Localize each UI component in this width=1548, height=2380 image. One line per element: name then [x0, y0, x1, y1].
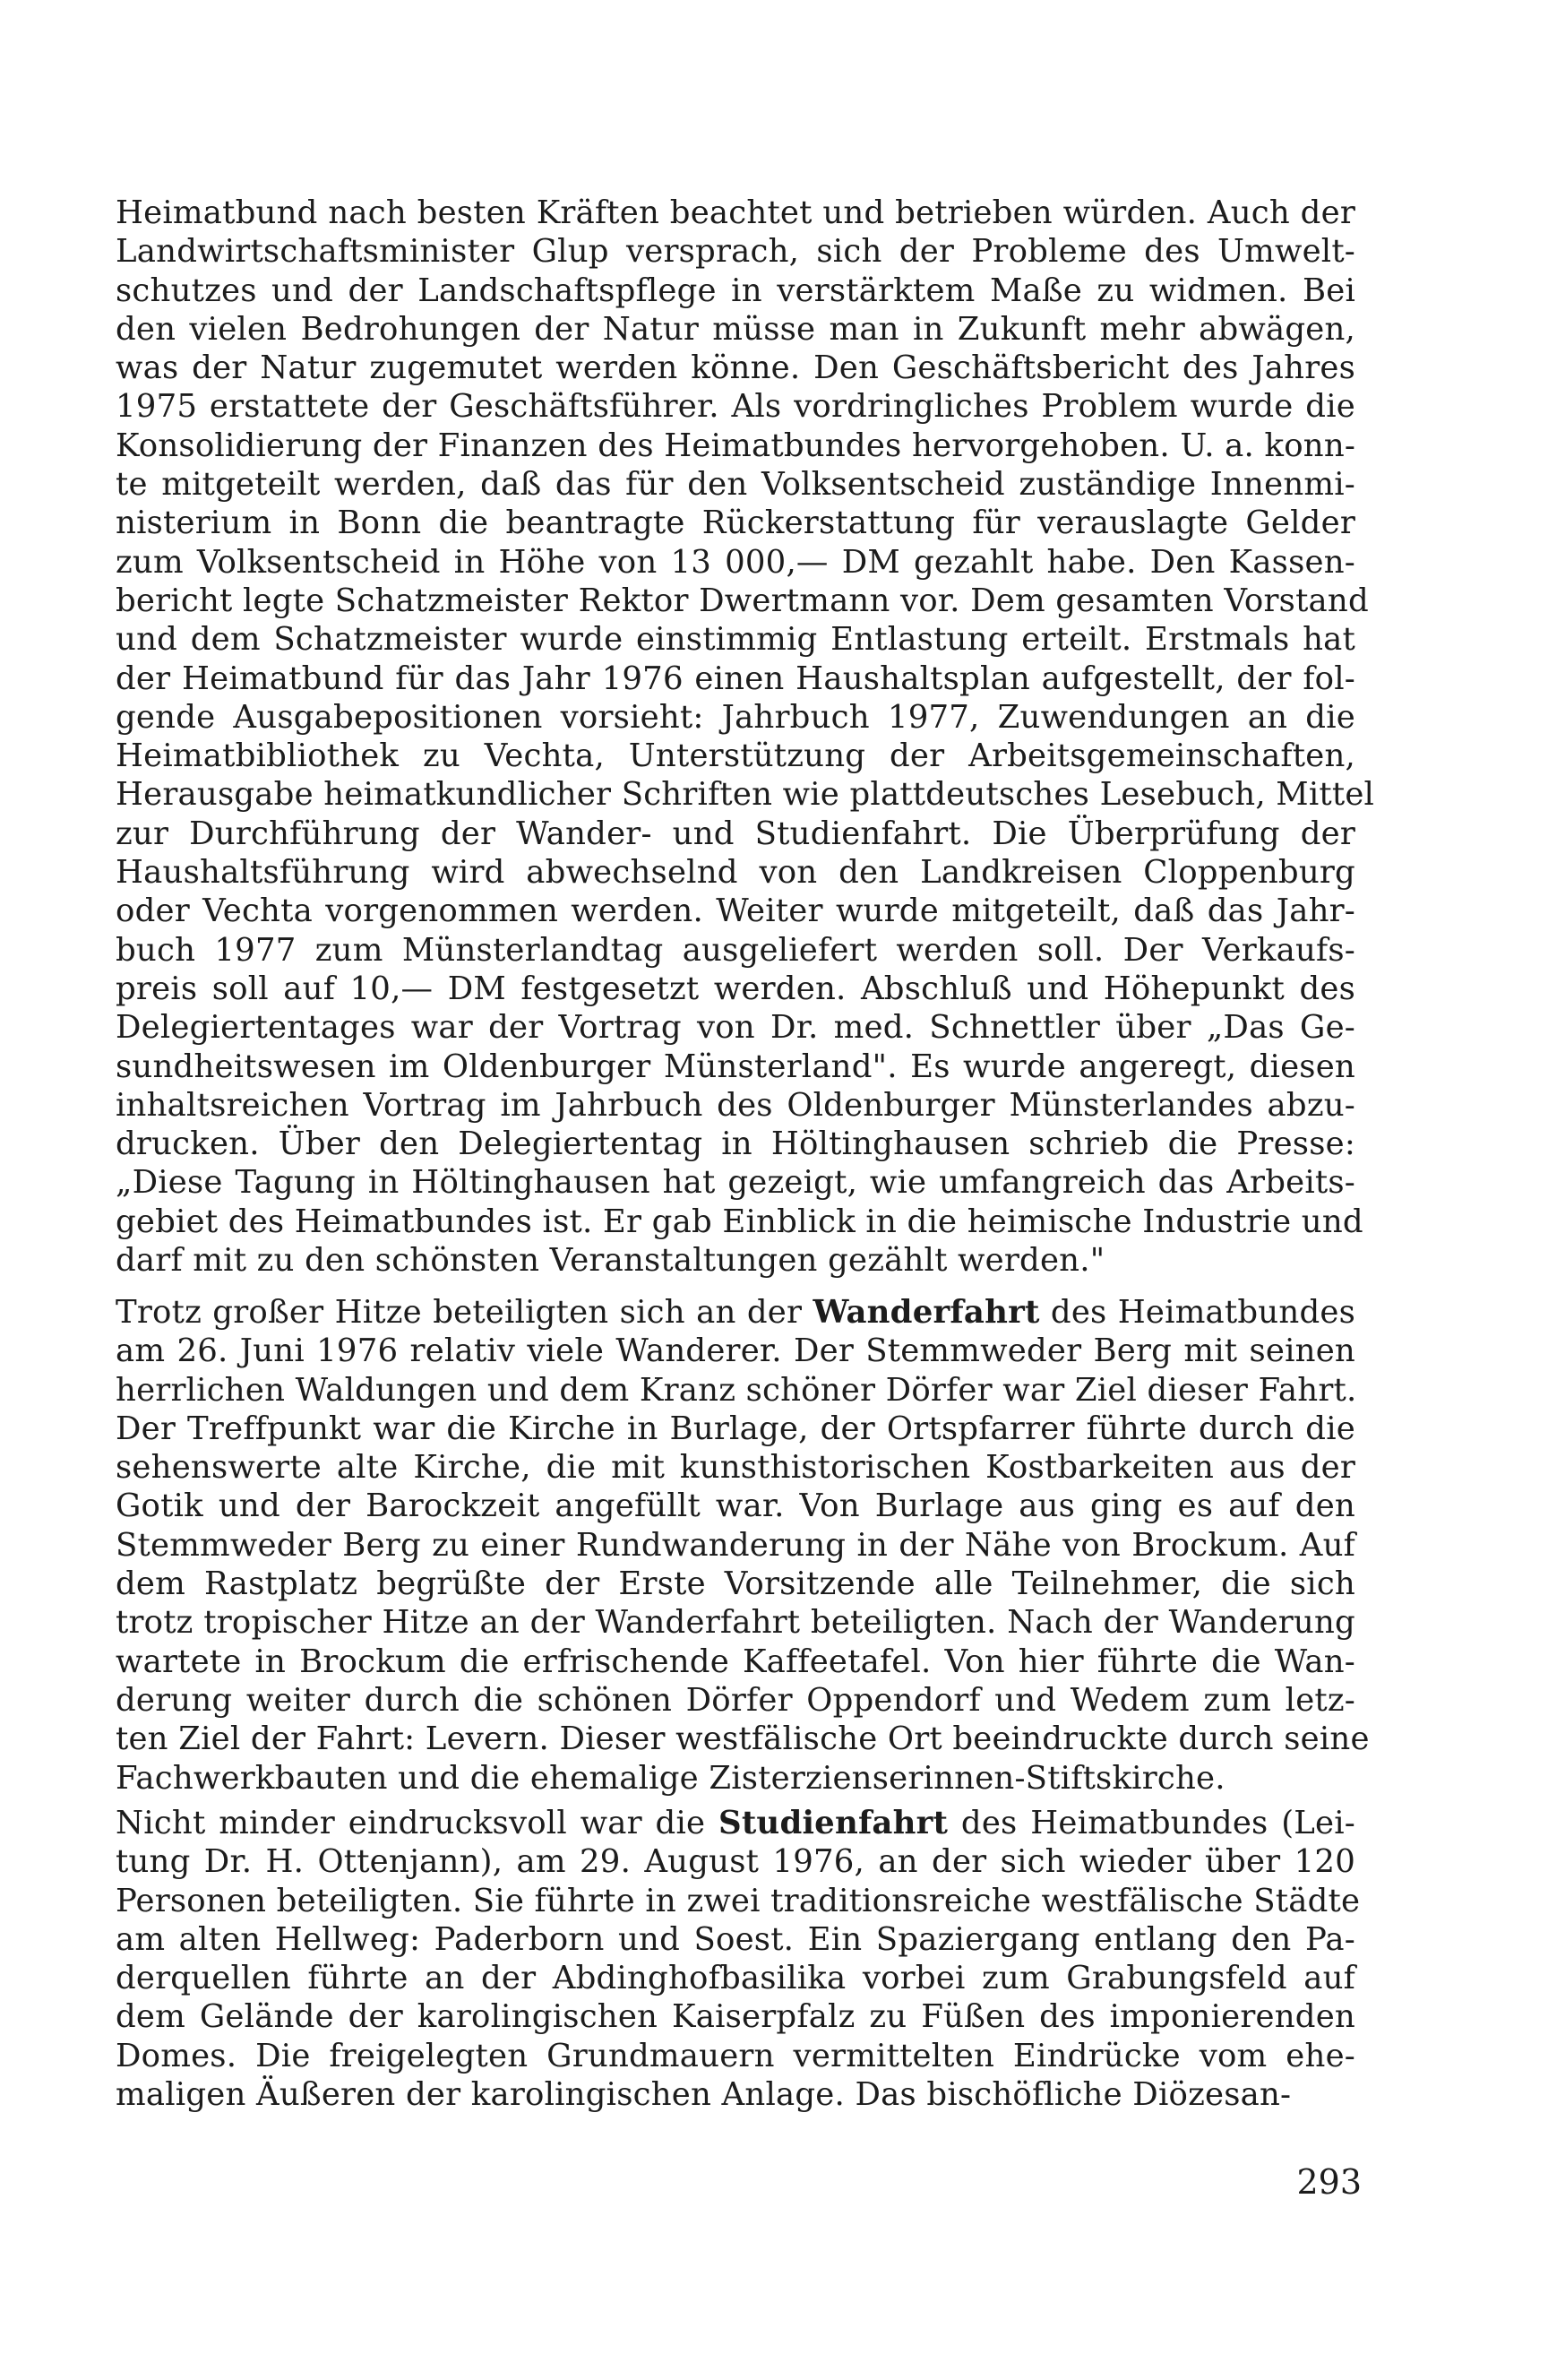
text-segment: derquellen führte an der Abdinghofbasilika vorbei zum Grabungsfeld auf: [116, 1960, 1355, 1997]
text-segment: Nicht minder eindrucksvoll war die: [116, 1805, 718, 1841]
text-line: [116, 504, 1355, 542]
page-number: 293: [1296, 2162, 1362, 2202]
text-segment: Der Treffpunkt war die Kirche in Burlage, der Ortspfarrer führte durch die: [116, 1410, 1355, 1447]
text-line: [116, 1410, 1355, 1448]
text-line: [116, 1487, 1355, 1525]
text-segment: Heimatbibliothek zu Vechta, Unterstützung der Arbeitsgemeinschaften,: [116, 737, 1355, 775]
text-segment: te mitgeteilt werden, daß das für den Volksentscheid zuständige Innenmi-: [116, 466, 1355, 504]
text-line: [116, 1643, 1355, 1681]
text-line: [116, 970, 1355, 1008]
text-segment: und dem Schatzmeister wurde einstimmig Entlastung erteilt. Erstmals hat: [116, 621, 1355, 659]
text-segment: schutzes und der Landschaftspflege in verstärktem Maße zu widmen. Bei: [116, 272, 1355, 309]
text-line: [116, 272, 1355, 310]
text-segment: Trotz großer Hitze beteiligten sich an der: [116, 1294, 813, 1331]
paragraph-delegiertentag: [116, 194, 1375, 1280]
bold-term: Studienfahrt: [718, 1805, 949, 1841]
text-line: [116, 1241, 1355, 1280]
text-segment: derung weiter durch die schönen Dörfer Oppendorf und Wedem zum letz-: [116, 1681, 1355, 1719]
text-segment: bericht legte Schatzmeister Rektor Dwertmann vor. Dem gesamten Vorstand: [116, 582, 1369, 619]
text-line: [116, 310, 1355, 349]
text-line: [116, 1959, 1355, 1997]
text-segment: am alten Hellweg: Paderborn und Soest. Ein Spaziergang entlang den Pa-: [116, 1920, 1355, 1958]
text-line: [116, 1882, 1361, 1920]
text-segment: wartete in Brockum die erfrischende Kaffeetafel. Von hier führte die Wan-: [116, 1643, 1355, 1680]
text-segment: gende Ausgabepositionen vorsieht: Jahrbuch 1977, Zuwendungen an die: [116, 698, 1355, 736]
text-line: [116, 543, 1355, 582]
text-segment: dem Gelände der karolingischen Kaiserpfalz zu Füßen des imponierenden: [116, 1998, 1355, 2036]
text-line: [116, 1920, 1355, 1959]
text-line: [116, 1681, 1355, 1720]
text-segment: des Heimatbundes: [1039, 1294, 1355, 1331]
text-line: [116, 1048, 1355, 1086]
text-segment: drucken. Über den Delegiertentag in Höltinghausen schrieb die Presse:: [116, 1125, 1355, 1163]
text-line: [116, 1448, 1355, 1487]
text-line: [116, 660, 1355, 698]
text-line: [116, 465, 1355, 504]
text-line: [116, 1163, 1355, 1202]
paragraph-wanderfahrt: [116, 1293, 1370, 1798]
text-segment: buch 1977 zum Münsterlandtag ausgeliefert werden soll. Der Verkaufs-: [116, 931, 1355, 969]
paragraph-studienfahrt: [116, 1804, 1361, 2114]
text-segment: des Heimatbundes (Lei-: [948, 1805, 1355, 1841]
text-line: [116, 1842, 1355, 1881]
text-line: [116, 698, 1355, 737]
text-segment: am 26. Juni 1976 relativ viele Wanderer. Der Stemmweder Berg mit seinen: [116, 1332, 1355, 1370]
text-line: [116, 2075, 1355, 2114]
text-segment: sehenswerte alte Kirche, die mit kunsthistorischen Kostbarkeiten aus der: [116, 1449, 1355, 1487]
text-segment: tung Dr. H. Ottenjann), am 29. August 1976, an der sich wieder über 120: [116, 1843, 1355, 1881]
text-line: [116, 853, 1355, 892]
text-segment: Delegiertentages war der Vortrag von Dr. med. Schnettler über „Das Ge-: [116, 1009, 1355, 1047]
text-segment: gebiet des Heimatbundes ist. Er gab Einblick in die heimische Industrie und: [116, 1203, 1363, 1240]
text-segment: maligen Äußeren der karolingischen Anlage. Das bischöfliche Diözesan-: [116, 2076, 1292, 2114]
text-segment: Landwirtschaftsminister Glup versprach, sich der Probleme des Umwelt-: [116, 233, 1355, 271]
text-segment: preis soll auf 10,— DM festgesetzt werden. Abschluß und Höhepunkt des: [116, 970, 1355, 1007]
text-line: [116, 1125, 1355, 1163]
text-segment: zur Durchführung der Wander- und Studienfahrt. Die Überprüfung der: [116, 815, 1355, 852]
text-line: [116, 1332, 1355, 1370]
text-segment: Stemmweder Berg zu einer Rundwanderung in der Nähe von Brockum. Auf: [116, 1526, 1355, 1564]
text-segment: Haushaltsführung wird abwechselnd von den Landkreisen Cloppenburg: [116, 854, 1355, 892]
text-line: [116, 1603, 1355, 1642]
text-line: [116, 1293, 1355, 1332]
text-line: [116, 349, 1355, 387]
text-segment: inhaltsreichen Vortrag im Jahrbuch des Oldenburger Münsterlandes abzu-: [116, 1086, 1355, 1124]
text-line: [116, 892, 1355, 930]
text-line: [116, 775, 1375, 814]
text-line: [116, 387, 1355, 426]
text-segment: sundheitswesen im Oldenburger Münsterland". Es wurde angeregt, diesen: [116, 1048, 1355, 1085]
text-segment: zum Volksentscheid in Höhe von 13 000,— DM gezahlt habe. Den Kassen-: [116, 543, 1355, 581]
text-line: [116, 1720, 1370, 1758]
text-line: [116, 815, 1355, 853]
text-segment: dem Rastplatz begrüßte der Erste Vorsitzende alle Teilnehmer, die sich: [116, 1565, 1355, 1603]
text-line: [116, 737, 1355, 775]
text-segment: darf mit zu den schönsten Veranstaltungen gezählt werden.": [116, 1242, 1105, 1280]
text-line: [116, 1565, 1355, 1603]
text-line: [116, 1997, 1355, 2036]
text-line: [116, 1804, 1355, 1842]
text-line: [116, 2037, 1355, 2075]
text-segment: Personen beteiligten. Sie führte in zwei traditionsreiche westfälische Städte: [116, 1882, 1361, 1919]
text-segment: Konsolidierung der Finanzen des Heimatbundes hervorgehoben. U. a. konn-: [116, 427, 1356, 464]
text-segment: ten Ziel der Fahrt: Levern. Dieser westfälische Ort beeindruckte durch seine: [116, 1720, 1370, 1758]
text-line: [116, 232, 1355, 271]
text-segment: Herausgabe heimatkundlicher Schriften wie plattdeutsches Lesebuch, Mittel: [116, 776, 1375, 814]
text-segment: Gotik und der Barockzeit angefüllt war. Von Burlage aus ging es auf den: [116, 1488, 1355, 1525]
text-line: [116, 931, 1355, 970]
text-line: [116, 1008, 1355, 1047]
text-segment: nisterium in Bonn die beantragte Rückerstattung für verauslagte Gelder: [116, 504, 1355, 542]
text-line: [116, 1526, 1355, 1565]
text-line: [116, 194, 1355, 232]
text-segment: den vielen Bedrohungen der Natur müsse man in Zukunft mehr abwägen,: [116, 310, 1355, 348]
text-segment: herrlichen Waldungen und dem Kranz schöner Dörfer war Ziel dieser Fahrt.: [116, 1371, 1357, 1409]
text-segment: Heimatbund nach besten Kräften beachtet und betrieben würden. Auch der: [116, 194, 1355, 231]
text-line: [116, 620, 1355, 659]
text-segment: 1975 erstattete der Geschäftsführer. Als vordringliches Problem wurde die: [116, 388, 1355, 426]
text-segment: Fachwerkbauten und die ehemalige Zisterzienserinnen-Stiftskirche.: [116, 1759, 1226, 1797]
text-segment: „Diese Tagung in Höltinghausen hat gezeigt, wie umfangreich das Arbeits-: [116, 1164, 1355, 1202]
text-segment: was der Natur zugemutet werden könne. Den Geschäftsbericht des Jahres: [116, 349, 1355, 387]
text-line: [116, 1203, 1363, 1241]
bold-term: Wanderfahrt: [813, 1294, 1040, 1331]
text-segment: trotz tropischer Hitze an der Wanderfahrt beteiligten. Nach der Wanderung: [116, 1604, 1355, 1642]
text-line: [116, 427, 1355, 465]
text-segment: oder Vechta vorgenommen werden. Weiter wurde mitgeteilt, daß das Jahr-: [116, 892, 1355, 930]
text-line: [116, 1759, 1355, 1798]
text-segment: Domes. Die freigelegten Grundmauern vermittelten Eindrücke vom ehe-: [116, 2037, 1355, 2074]
text-segment: der Heimatbund für das Jahr 1976 einen Haushaltsplan aufgestellt, der fol-: [116, 660, 1355, 697]
text-line: [116, 1086, 1355, 1125]
text-line: [116, 1371, 1355, 1410]
text-line: [116, 582, 1369, 620]
